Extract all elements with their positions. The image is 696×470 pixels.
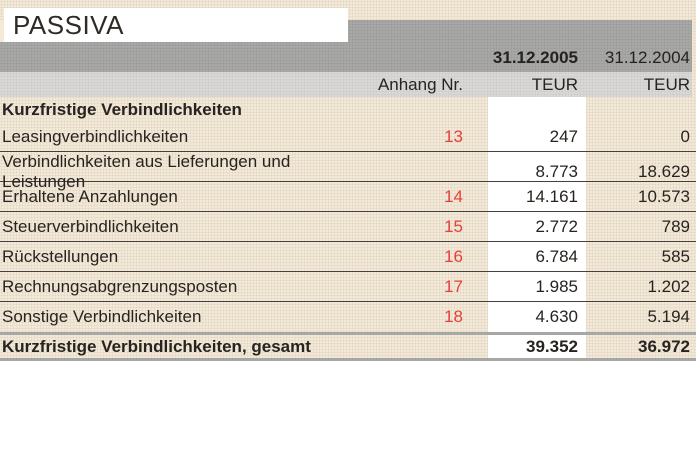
total-label: Kurzfristige Verbindlichkeiten, gesamt xyxy=(2,336,311,356)
section-header-row xyxy=(0,97,696,122)
title-box xyxy=(4,8,348,42)
row-anhang-nr: 18 xyxy=(444,307,463,326)
row-anhang-nr: 16 xyxy=(444,246,463,266)
row-anhang-nr: 13 xyxy=(444,126,463,146)
table-row xyxy=(0,242,696,272)
row-value-2004: 5.194 xyxy=(647,307,690,326)
row-label: Sonstige Verbindlichkeiten xyxy=(2,307,202,326)
row-label: Rückstellungen xyxy=(2,246,119,266)
unit-header-band xyxy=(0,72,692,97)
table-row xyxy=(0,212,696,242)
row-label: Verbindlichkeiten aus Lieferungen und Leistungen xyxy=(2,152,291,191)
row-value-2005: 1.985 xyxy=(535,276,578,296)
table-row xyxy=(0,302,696,332)
row-value-2005: 6.784 xyxy=(535,246,578,266)
column-header-teur-2005: TEUR xyxy=(531,74,578,94)
page-title: PASSIVA xyxy=(13,9,124,40)
table-row xyxy=(0,272,696,302)
row-label: Erhaltene Anzahlungen xyxy=(2,186,178,206)
row-value-2004: 0 xyxy=(680,126,690,146)
row-value-2004: 585 xyxy=(661,246,690,266)
row-value-2005: 14.161 xyxy=(526,186,578,206)
row-value-2005: 8.773 xyxy=(535,162,578,181)
row-value-2004: 18.629 xyxy=(638,162,690,181)
row-anhang-nr: 15 xyxy=(444,216,463,236)
row-anhang-nr: 17 xyxy=(444,276,463,296)
row-value-2004: 789 xyxy=(661,216,690,236)
column-header-date-2004: 31.12.2004 xyxy=(604,48,690,67)
row-label: Steuerverbindlichkeiten xyxy=(2,216,179,236)
row-label: Leasingverbindlichkeiten xyxy=(2,126,189,146)
row-value-2005: 2.772 xyxy=(535,216,578,236)
row-value-2004: 10.573 xyxy=(638,186,690,206)
row-anhang-nr: 14 xyxy=(444,186,463,206)
column-header-anhang: Anhang Nr. xyxy=(377,74,463,94)
row-value-2004: 1.202 xyxy=(647,276,690,296)
table-row xyxy=(0,152,696,191)
column-header-date-2005: 31.12.2005 xyxy=(492,48,578,67)
table-body xyxy=(0,97,696,361)
table-row xyxy=(0,182,696,212)
row-value-2005: 4.630 xyxy=(535,307,578,326)
total-value-2005: 39.352 xyxy=(526,336,578,356)
row-label: Rechnungsabgrenzungsposten xyxy=(2,276,238,296)
total-row xyxy=(0,332,696,361)
row-value-2005: 247 xyxy=(549,126,578,146)
table-row xyxy=(0,122,696,152)
column-header-teur-2004: TEUR xyxy=(643,74,690,94)
total-value-2004: 36.972 xyxy=(638,336,690,356)
section-header-label: Kurzfristige Verbindlichkeiten xyxy=(2,99,242,119)
